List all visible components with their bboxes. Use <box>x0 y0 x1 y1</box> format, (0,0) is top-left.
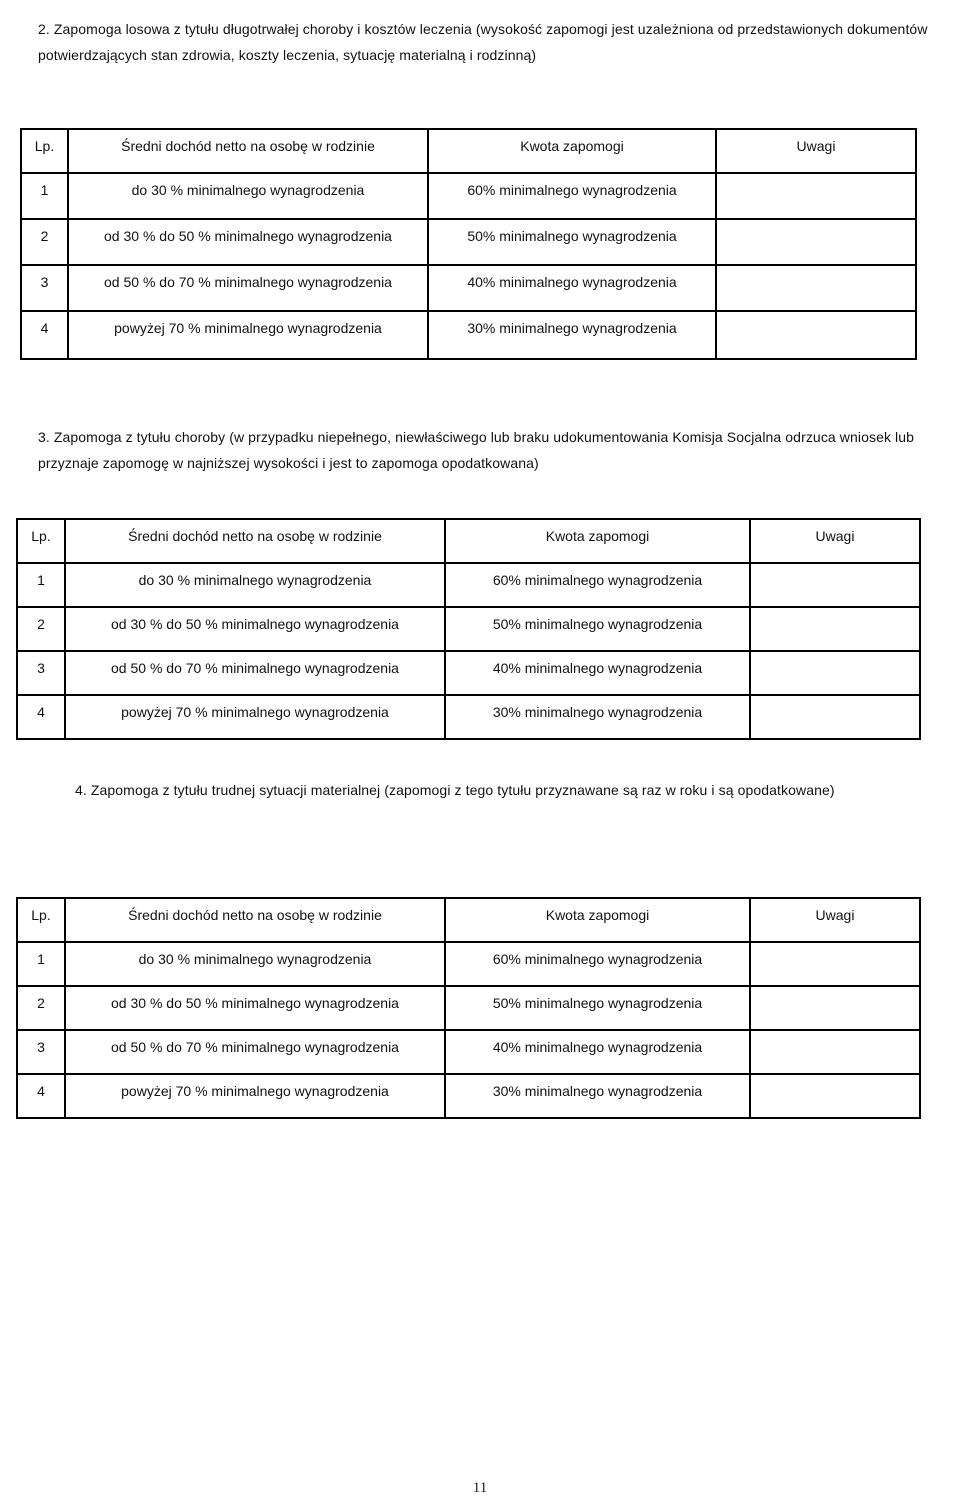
section-4-heading: 4. Zapomoga z tytułu trudnej sytuacji materialnej (zapomogi z tego tytułu przyznawane są raz w roku i są opodatkowane) <box>75 782 835 798</box>
section-2-table <box>20 128 917 360</box>
cell-lp: 4 <box>17 695 65 739</box>
header-income: Średni dochód netto na osobę w rodzinie <box>68 129 428 173</box>
cell-lp: 2 <box>21 219 68 265</box>
header-income: Średni dochód netto na osobę w rodzinie <box>65 898 445 942</box>
cell-lp: 1 <box>17 942 65 986</box>
table-row <box>17 607 920 651</box>
cell-notes <box>750 607 920 651</box>
table-row <box>17 1030 920 1074</box>
cell-lp: 2 <box>17 607 65 651</box>
section-2-heading: 2. Zapomoga losowa z tytułu długotrwałej choroby i kosztów leczenia (wysokość zapomogi jest uzależniona od przedstawionych dokumentów potwierdzających stan zdrowia, koszty leczenia, sytuację materialną i rodzinną) <box>38 21 928 63</box>
cell-income: od 50 % do 70 % minimalnego wynagrodzenia <box>65 1030 445 1074</box>
cell-income: od 50 % do 70 % minimalnego wynagrodzenia <box>68 265 428 311</box>
table-row <box>17 986 920 1030</box>
cell-amount: 60% minimalnego wynagrodzenia <box>445 563 750 607</box>
table-header-row <box>17 898 920 942</box>
cell-income: powyżej 70 % minimalnego wynagrodzenia <box>65 695 445 739</box>
header-amount: Kwota zapomogi <box>445 519 750 563</box>
cell-amount: 60% minimalnego wynagrodzenia <box>445 942 750 986</box>
cell-income: do 30 % minimalnego wynagrodzenia <box>68 173 428 219</box>
cell-notes <box>750 563 920 607</box>
header-income: Średni dochód netto na osobę w rodzinie <box>65 519 445 563</box>
cell-income: od 30 % do 50 % minimalnego wynagrodzenia <box>65 986 445 1030</box>
header-notes: Uwagi <box>750 519 920 563</box>
cell-amount: 50% minimalnego wynagrodzenia <box>445 986 750 1030</box>
table-row <box>21 265 916 311</box>
cell-amount: 40% minimalnego wynagrodzenia <box>428 265 716 311</box>
cell-amount: 30% minimalnego wynagrodzenia <box>445 695 750 739</box>
cell-income: od 30 % do 50 % minimalnego wynagrodzenia <box>68 219 428 265</box>
header-lp: Lp. <box>21 129 68 173</box>
cell-notes <box>750 651 920 695</box>
table-header-row <box>21 129 916 173</box>
table-row <box>21 219 916 265</box>
cell-income: od 30 % do 50 % minimalnego wynagrodzenia <box>65 607 445 651</box>
cell-income: powyżej 70 % minimalnego wynagrodzenia <box>68 311 428 359</box>
header-notes: Uwagi <box>716 129 916 173</box>
cell-notes <box>750 1030 920 1074</box>
cell-notes <box>716 311 916 359</box>
header-lp: Lp. <box>17 898 65 942</box>
cell-lp: 2 <box>17 986 65 1030</box>
cell-amount: 40% minimalnego wynagrodzenia <box>445 651 750 695</box>
cell-amount: 30% minimalnego wynagrodzenia <box>445 1074 750 1118</box>
header-lp: Lp. <box>17 519 65 563</box>
table-row <box>17 942 920 986</box>
table-row <box>17 695 920 739</box>
cell-lp: 1 <box>21 173 68 219</box>
cell-income: do 30 % minimalnego wynagrodzenia <box>65 942 445 986</box>
cell-notes <box>716 219 916 265</box>
table-row <box>21 173 916 219</box>
table-row <box>21 311 916 359</box>
cell-lp: 4 <box>17 1074 65 1118</box>
section-3-heading: 3. Zapomoga z tytułu choroby (w przypadku niepełnego, niewłaściwego lub braku udokumentowania Komisja Socjalna odrzuca wniosek lub przyznaje zapomogę w najniższej wysokości i jest to zapomoga opodatkowana) <box>38 429 915 471</box>
header-notes: Uwagi <box>750 898 920 942</box>
section-3-table <box>16 518 921 740</box>
section-4-table <box>16 897 921 1119</box>
page-number: 11 <box>472 1480 488 1496</box>
cell-income: od 50 % do 70 % minimalnego wynagrodzenia <box>65 651 445 695</box>
cell-notes <box>716 173 916 219</box>
cell-notes <box>750 942 920 986</box>
table-header-row <box>17 519 920 563</box>
cell-lp: 4 <box>21 311 68 359</box>
cell-income: do 30 % minimalnego wynagrodzenia <box>65 563 445 607</box>
cell-amount: 30% minimalnego wynagrodzenia <box>428 311 716 359</box>
cell-lp: 3 <box>21 265 68 311</box>
header-amount: Kwota zapomogi <box>445 898 750 942</box>
cell-amount: 50% minimalnego wynagrodzenia <box>428 219 716 265</box>
cell-amount: 60% minimalnego wynagrodzenia <box>428 173 716 219</box>
table-row <box>17 1074 920 1118</box>
cell-income: powyżej 70 % minimalnego wynagrodzenia <box>65 1074 445 1118</box>
cell-lp: 3 <box>17 1030 65 1074</box>
cell-notes <box>750 986 920 1030</box>
table-row <box>17 563 920 607</box>
cell-notes <box>750 1074 920 1118</box>
cell-notes <box>750 695 920 739</box>
cell-lp: 1 <box>17 563 65 607</box>
header-amount: Kwota zapomogi <box>428 129 716 173</box>
cell-lp: 3 <box>17 651 65 695</box>
cell-amount: 40% minimalnego wynagrodzenia <box>445 1030 750 1074</box>
cell-notes <box>716 265 916 311</box>
table-row <box>17 651 920 695</box>
cell-amount: 50% minimalnego wynagrodzenia <box>445 607 750 651</box>
